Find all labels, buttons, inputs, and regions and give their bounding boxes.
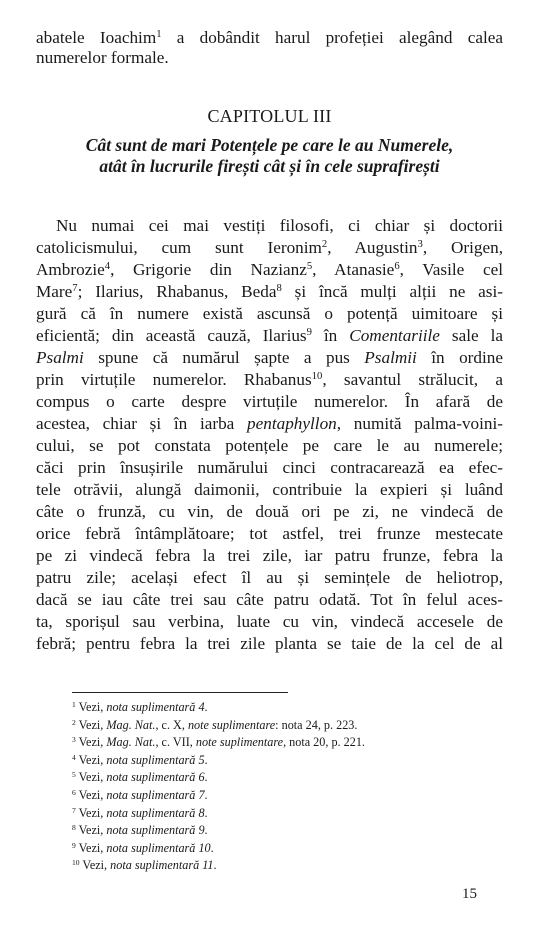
body-line: compus o carte despre virtuțile numerelor. În afară de [36, 392, 503, 411]
footnote-text: Vezi, [75, 805, 107, 820]
footnote-item [72, 858, 217, 872]
body-line: febră; pentru febra la trei zile planta se taie de la cel de al [36, 634, 503, 653]
footnote-text: Vezi, [75, 735, 107, 750]
footnote-ref[interactable]: 4 [104, 261, 111, 273]
italic-title: Psalmii [364, 348, 417, 367]
body-line: tele otrăvii, alungă daimonii, contribuie la expieri și luând [36, 480, 503, 499]
text-run: eficientă; din această cauză, Ilarius [36, 326, 307, 345]
footnote-italic: nota suplimentară 10 [106, 840, 211, 855]
footnote-italic: nota suplimentară 4 [106, 700, 205, 714]
italic-term: pentaphyllon [247, 414, 337, 433]
footnote-item [72, 788, 208, 802]
footnote-text: , c. VII, [155, 735, 196, 750]
footnote-ref[interactable]: 9 [306, 327, 312, 339]
footnote-text: Vezi, [75, 717, 107, 732]
text-run: și încă mulți alții ne asi- [281, 282, 503, 301]
footnote-italic: note suplimentare [187, 717, 276, 732]
body-line: căci prin însușirile numărului cinci contracarează ea efec- [36, 458, 503, 477]
text-run: acestea, chiar și în iarba [36, 414, 248, 433]
body-line [36, 348, 503, 368]
footnote-text: Vezi, [75, 700, 107, 714]
footnote-ref[interactable]: 2 [321, 239, 328, 251]
text-run: prin virtuțile numerelor. Rhabanus [36, 370, 312, 389]
body-line: patru zile; același efect îl au și semințele de heliotrop, [36, 568, 503, 587]
footnote-italic: Mag. Nat. [106, 717, 156, 732]
italic-title: Comentariile [349, 326, 440, 345]
footnote-item [72, 700, 208, 714]
body-line [36, 282, 503, 302]
footnote-text: Vezi, [79, 858, 111, 873]
text-run: catolicismului, cum sunt Ieronim [36, 238, 322, 257]
footnote-italic: nota suplimentară 9 [106, 823, 205, 838]
footnote-item [72, 806, 208, 820]
footnote-item [72, 770, 208, 784]
intro-line-2: numerelor formale. [36, 48, 169, 67]
body-line: cului, se pot constata potențele pe care le au numerele; [36, 436, 503, 455]
footnote-italic: nota suplimentară 5 [106, 752, 205, 767]
text-run: Ambrozie [36, 260, 105, 279]
footnote-item [72, 753, 208, 767]
footnote-text: , c. X, [155, 717, 188, 732]
footnote-text: Vezi, [75, 752, 107, 767]
text-run: sale la [439, 326, 503, 345]
footnote-text: . [204, 788, 208, 802]
footnote-ref[interactable]: 6 [394, 261, 400, 273]
page-number: 15 [462, 886, 477, 902]
body-line [36, 238, 503, 258]
text-run: a dobândit harul profeției alegând calea [161, 28, 503, 47]
footnote-number: 9 [72, 840, 76, 850]
footnote-number: 5 [72, 770, 76, 780]
text-run: , Grigorie din Nazianz [110, 260, 307, 279]
body-line: câte o frunză, cu vin, de două ori pe zi, ne vindecă de [36, 502, 503, 521]
text-run: , savantul strălucit, a [322, 370, 503, 389]
footnote-italic: nota suplimentară 6 [106, 770, 205, 785]
footnote-ref[interactable]: 10 [311, 371, 323, 383]
footnote-number: 8 [72, 823, 76, 833]
body-line [36, 414, 503, 434]
footnote-text: Vezi, [75, 770, 107, 785]
footnote-number: 4 [72, 752, 76, 762]
footnote-text: . [204, 752, 208, 767]
text-run: Mare [36, 282, 73, 301]
footnote-text: . [204, 770, 208, 785]
chapter-heading: CAPITOLUL III [207, 106, 332, 126]
footnote-number: 6 [72, 787, 76, 797]
body-line [36, 326, 503, 346]
footnote-text: . [213, 858, 217, 873]
footnote-text: , nota 20, p. 221. [283, 735, 365, 750]
intro-line-1 [36, 28, 503, 48]
body-line: gură că în numere există ascunsă o potență uimitoare și [36, 304, 503, 323]
footnote-text: Vezi, [75, 823, 107, 838]
footnote-italic: Mag. Nat. [106, 735, 156, 750]
text-run: în [311, 326, 350, 345]
footnote-number: 3 [72, 735, 76, 745]
footnote-ref[interactable]: 8 [276, 283, 282, 295]
footnote-text: . [210, 840, 214, 855]
text-run: abatele Ioachim [36, 28, 157, 47]
text-run: , Augustin [327, 238, 418, 257]
footnote-text: . [204, 700, 208, 714]
footnote-number: 10 [72, 858, 80, 868]
footnote-ref[interactable]: 5 [306, 261, 313, 273]
footnote-number: 1 [72, 699, 76, 709]
footnote-text: Vezi, [75, 788, 107, 802]
footnote-item [72, 841, 214, 855]
text-run: , numită palma-voini- [336, 414, 504, 433]
body-line: dacă se iau câte trei sau câte patru odată. Tot în felul aces- [36, 590, 503, 609]
italic-title: Psalmi [36, 348, 84, 367]
chapter-subtitle-line-1: Cât sunt de mari Potențele pe care le au Numerele, [85, 135, 454, 155]
footnote-text: . [204, 823, 208, 838]
body-line: ta, sporișul sau verbina, luate cu vin, vindecă accesele de [36, 612, 503, 631]
body-line [36, 260, 503, 280]
text-run: ; Ilarius, Rhabanus, Beda [77, 282, 277, 301]
footnote-italic: nota suplimentară 11 [110, 858, 214, 873]
footnote-text: Vezi, [75, 840, 107, 855]
footnote-divider [72, 692, 288, 693]
footnote-item [72, 735, 365, 749]
footnote-italic: nota suplimentară 8 [106, 805, 205, 820]
text-run: , Vasile cel [399, 260, 503, 279]
footnote-number: 2 [72, 717, 76, 727]
text-run: , Origen, [422, 238, 504, 257]
footnote-text: : nota 24, p. 223. [275, 717, 358, 732]
footnote-text: . [204, 805, 208, 820]
footnote-item [72, 823, 208, 837]
chapter-subtitle-line-2: atât în lucrurile firești cât și în cele suprafirești [99, 156, 440, 176]
footnote-number: 7 [72, 805, 76, 815]
footnote-ref[interactable]: 1 [156, 29, 162, 41]
body-line: pe zi vindecă febra la trei zile, iar patru frunze, febra la [36, 546, 503, 565]
body-line: Nu numai cei mai vestiți filosofi, ci chiar și doctorii [56, 216, 503, 235]
footnote-ref[interactable]: 3 [417, 239, 423, 251]
footnote-ref[interactable]: 7 [72, 283, 78, 295]
footnote-italic: nota suplimentară 7 [106, 788, 205, 802]
text-run: în ordine [416, 348, 503, 367]
footnote-italic: note suplimentare [195, 735, 284, 750]
footnote-item [72, 718, 357, 732]
text-run: , Atanasie [312, 260, 395, 279]
text-run: spune că numărul șapte a pus [83, 348, 365, 367]
body-line [36, 370, 503, 390]
body-line: orice febră întâmplătoare; tot astfel, trei frunze mestecate [36, 524, 503, 543]
